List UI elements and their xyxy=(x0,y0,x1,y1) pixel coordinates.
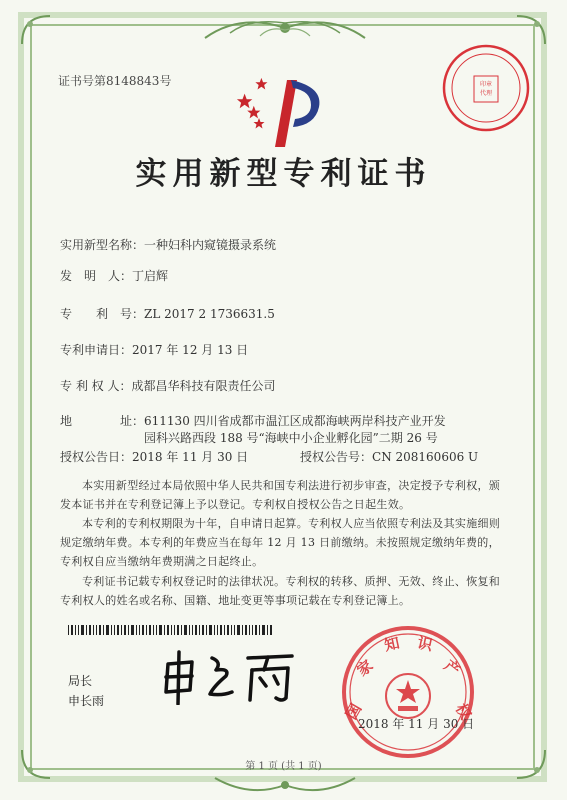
field-patent-number-label: 专 利 号： xyxy=(60,307,145,321)
svg-text:知: 知 xyxy=(382,633,402,655)
cnipa-logo-icon xyxy=(235,75,325,150)
chief-label: 局长 xyxy=(68,674,93,688)
field-patent-number xyxy=(60,305,275,322)
field-address-line1: 611130 四川省成都市温江区成都海峡两岸科技产业开发 xyxy=(144,414,446,428)
field-grant-number-value: CN 208160606 U xyxy=(372,450,479,464)
field-inventor-value: 丁启辉 xyxy=(132,269,169,283)
field-grant-date-label: 授权公告日： xyxy=(60,450,133,464)
field-inventor-label: 发 明 人： xyxy=(60,269,133,283)
svg-text:识: 识 xyxy=(415,633,435,655)
field-grant-number xyxy=(300,448,478,465)
chief-name: 申长雨 xyxy=(68,694,105,708)
svg-text:国: 国 xyxy=(342,700,366,723)
paragraph-3: 专利证书记载专利权登记时的法律状况。专利权的转移、质押、无效、终止、恢复和专利权人的姓名或名称、国籍、地址变更等事项记载在专利登记簿上。 xyxy=(60,575,501,607)
svg-text:印章: 印章 xyxy=(479,81,493,88)
field-name-value: 一种妇科内窥镜摄录系统 xyxy=(144,238,277,252)
stamp-date: 2018 年 11 月 30 日 xyxy=(358,717,475,731)
corner-ornament-top-left xyxy=(20,14,54,48)
field-patentee xyxy=(60,377,275,394)
handwritten-signature xyxy=(160,650,300,705)
svg-text:家: 家 xyxy=(353,656,377,680)
barcode xyxy=(68,625,273,635)
page-title: 实用新型专利证书 xyxy=(135,156,432,192)
field-filing-date xyxy=(60,341,248,358)
svg-text:代理: 代理 xyxy=(479,90,493,97)
field-grant-date-value: 2018 年 11 月 30 日 xyxy=(132,450,249,464)
field-filing-date-value: 2017 年 12 月 13 日 xyxy=(132,343,249,357)
agency-seal-icon xyxy=(440,42,532,134)
field-grant-date xyxy=(60,448,248,465)
field-address xyxy=(60,412,446,429)
field-patentee-value: 成都昌华科技有限责任公司 xyxy=(131,379,276,393)
field-name-label: 实用新型名称： xyxy=(60,238,145,252)
field-address-line2: 园科兴路西段 188 号“海峡中小企业孵化园”二期 26 号 xyxy=(144,431,438,445)
paragraph-2: 本专利的专利权期限为十年，自申请日起算。专利权人应当依照专利法及其实施细则规定缴纳年费。本专利的年费应当在每年 12 月 13 日前缴纳。未按照规定缴纳年费的，专利权自应当缴纳年费期满之日起终止。 xyxy=(60,517,501,568)
cnipa-official-stamp xyxy=(338,622,478,762)
certificate-number: 证书号第8148843号 xyxy=(58,74,172,88)
bottom-ornament xyxy=(210,770,360,800)
field-patent-number-value: ZL 2017 2 1736631.5 xyxy=(144,307,275,321)
field-inventor xyxy=(60,267,168,284)
field-filing-date-label: 专利申请日： xyxy=(60,343,133,357)
field-patentee-label: 专 利 权 人： xyxy=(60,379,132,393)
field-name xyxy=(60,236,276,253)
svg-text:权: 权 xyxy=(451,700,475,723)
top-ornament xyxy=(200,8,370,48)
field-grant-number-label: 授权公告号： xyxy=(300,450,373,464)
paragraph-1: 本实用新型经过本局依照中华人民共和国专利法进行初步审查，决定授予专利权，颁发本证书并在专利登记簿上予以登记。专利权自授权公告之日起生效。 xyxy=(60,479,501,511)
page-number: 第 1 页 (共 1 页) xyxy=(245,761,322,772)
svg-text:产: 产 xyxy=(440,656,464,680)
field-address-label: 地 址： xyxy=(60,414,145,428)
